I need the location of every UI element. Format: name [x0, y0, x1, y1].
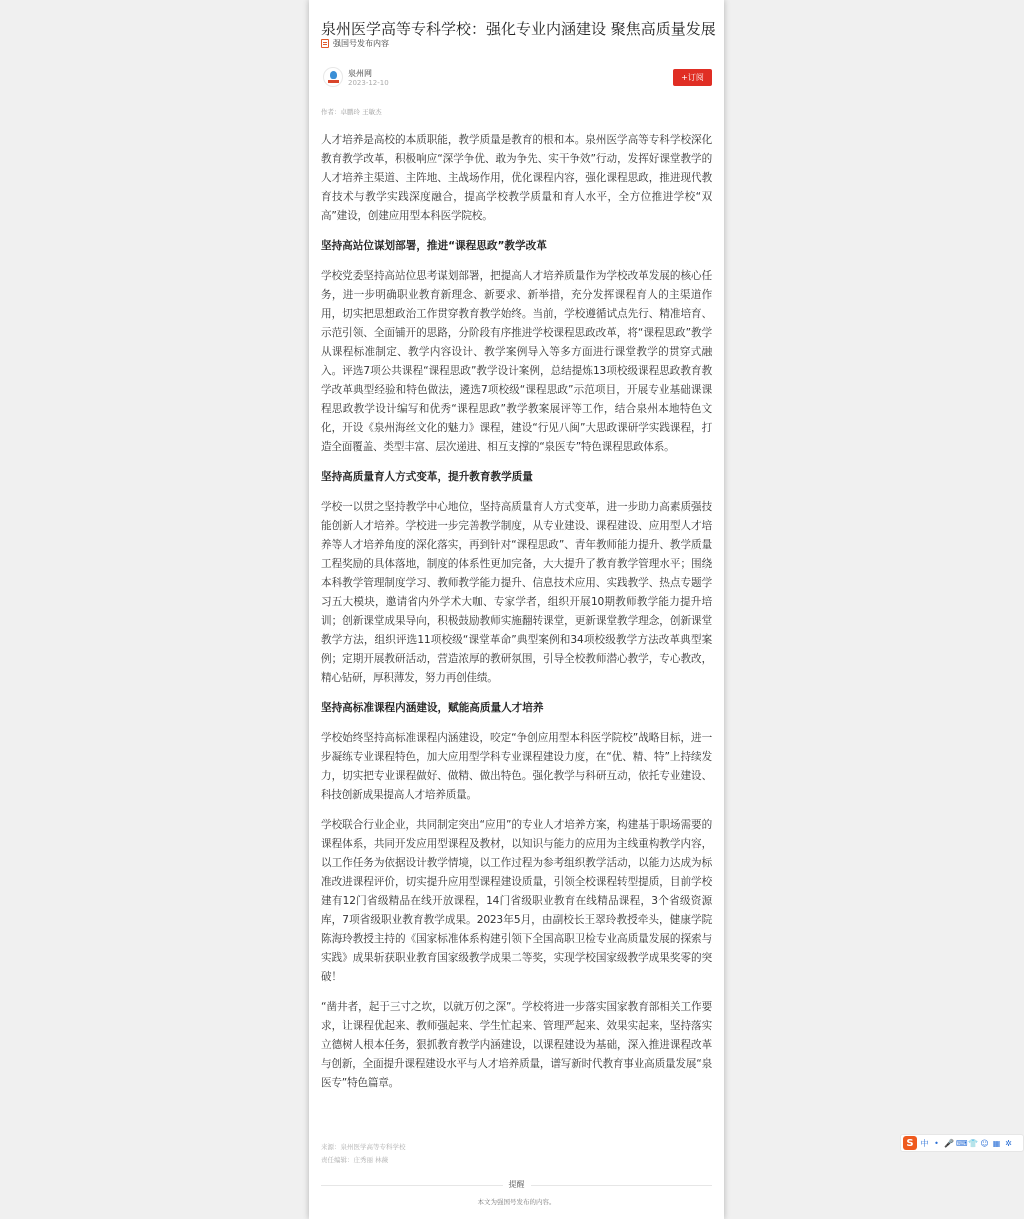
source-name[interactable]: 泉州网 [348, 69, 372, 78]
paragraph: “凿井者，起于三寸之坎，以就万仞之深”。学校将进一步落实国家教育部相关工作要求，让课程优起来、教师强起来、学生忙起来、管理严起来、效果实起来，坚持落实立德树人根本任务，狠抓教育教学内涵建设，以课程建设为基础，深入推进课程改革与创新，全面提升课程建设水平与人才培养质量，谱写新时代教育事业高质量发展“泉医专”特色篇章。 [321, 1001, 712, 1089]
punctuation-icon[interactable]: • [934, 1138, 939, 1148]
article-body [321, 131, 712, 1104]
keyboard-icon[interactable]: ⌨ [956, 1138, 968, 1148]
section-heading: 坚持高质量育人方式变革，提升教育教学质量 [321, 471, 533, 483]
section-heading: 坚持高标准课程内涵建设，赋能高质量人才培养 [321, 702, 544, 714]
paragraph: 学校党委坚持高站位思考谋划部署，把提高人才培养质量作为学校改革发展的核心任务，进一步明确职业教育新理念、新要求、新举措，充分发挥课程育人的主渠道作用，切实把思想政治工作贯穿教育教学始终。当前，学校遵循试点先行、精准培育、示范引领、全面铺开的思路，分阶段有序推进学校课程思政改革，将“课程思政”教学从课程标准制定、教学内容设计、教学案例导入等多方面进行课堂教学的贯穿式融入。评选7项公共课程“课程思政”教学设计案例，总结提炼13项校级课程思政教育教学改革典型经验和特色做法，遴选7项校级“课程思政”示范项目，开展专业基础课课程思政教学设计编写和优秀“课程思政”教学教案展评等工作，结合泉州本地特色文化，开设《泉州海丝文化的魅力》课程，建设“行见八闽”大思政课研学实践课程，打造全面覆盖、类型丰富、层次递进、相互支撑的“泉医专”特色课程思政体系。 [321, 270, 712, 453]
ime-toolbar[interactable] [900, 1134, 1024, 1152]
source-line: 来源：泉州医学高等专科学校 [321, 1143, 406, 1151]
settings-icon[interactable]: ✲ [1005, 1138, 1012, 1148]
document-icon [321, 39, 329, 48]
publish-tag-label: 强国号发布内容 [333, 38, 389, 48]
subscribe-button[interactable]: +订阅 [673, 69, 712, 86]
notice-text: 本文为强国号发布的内容。 [477, 1198, 556, 1206]
article-page [309, 0, 724, 1219]
source-header [321, 65, 712, 91]
paragraph: 学校联合行业企业，共同制定突出“应用”的专业人才培养方案，构建基于职场需要的课程体系，共同开发应用型课程及教材，以知识与能力的应用为主线重构教学内容，以工作任务为依据设计教学情境，以工作过程为参考组织教学活动，以能力达成为标准改进课程评价，切实提升应用型课程建设质量，引领全校课程转型提质，目前学校建有12门省级精品在线开放课程，14门省级职业教育在线精品课程，3个省级资源库，7项省级职业教育教学成果。2023年5月，由副校长王翠玲教授牵头，健康学院陈海玲教授主持的《国家标准体系构建引领下全国高职卫检专业高质量发展的探索与实践》成果斩获职业教育国家级教学成果二等奖，实现学校国家级教学成果奖零的突破！ [321, 819, 712, 983]
editor-line: 责任编辑：庄秀丽 林薇 [321, 1156, 389, 1164]
chinese-mode-icon[interactable]: 中 [920, 1138, 929, 1148]
section-heading: 坚持高站位谋划部署，推进“课程思政”教学改革 [321, 240, 547, 252]
author-byline: 作者：卓鹏玲 王敏杰 [321, 108, 382, 116]
microphone-icon[interactable]: 🎤 [944, 1138, 954, 1148]
publish-tag [321, 37, 389, 49]
publish-date: 2023-12-10 [348, 79, 389, 87]
toolbox-icon[interactable]: ▦ [992, 1138, 1001, 1148]
notice-title: 提醒 [503, 1179, 531, 1190]
paragraph: 学校一以贯之坚持教学中心地位，坚持高质量育人方式变革，进一步助力高素质强技能创新人才培养。学校进一步完善教学制度，从专业建设、课程建设、应用型人才培养等人才培养角度的深化落实，再到针对“课程思政”、青年教师能力提升、教学质量工程奖励的具体落地，制度的体系性更加完备，大大提升了教育教学管理水平；围绕本科教学管理制度学习、教师教学能力提升、信息技术应用、实践教学、热点专题学习五大模块，邀请省内外学术大咖、专家学者，组织开展10期教师教学能力提升培训；创新课堂成果导向，积极鼓励教师实施翻转课堂，更新课堂教学理念，创新课堂教学方法，组织评选11项校级“课堂革命”典型案例和34项校级教学方法改革典型案例；定期开展教研活动，营造浓厚的教研氛围，引导全校教师潜心教学，专心教改，精心钻研，厚积薄发，努力再创佳绩。 [321, 501, 712, 684]
article-title: 泉州医学高等专科学校：强化专业内涵建设 聚焦高质量发展 [321, 20, 716, 39]
avatar[interactable] [323, 67, 343, 87]
emoji-icon[interactable]: ☺ [980, 1138, 989, 1148]
skin-icon[interactable]: 👕 [968, 1138, 978, 1148]
paragraph: 人才培养是高校的本质职能，教学质量是教育的根和本。泉州医学高等专科学校深化教育教学改革，积极响应“深学争优、敢为争先、实干争效”行动，发挥好课堂教学的人才培养主渠道、主阵地、主战场作用，优化课程内容，强化课程思政，推进现代教育技术与教学实践深度融合，提高学校教学质量和育人水平，全方位推进学校“双高”建设，创建应用型本科医学院校。 [321, 134, 712, 222]
paragraph: 学校始终坚持高标准课程内涵建设，咬定“争创应用型本科医学院校”战略目标，进一步凝练专业课程特色，加大应用型学科专业课程建设力度，在“优、精、特”上持续发力，切实把专业课程做好、做精、做出特色。强化教学与科研互动，依托专业建设、科技创新成果提高人才培养质量。 [321, 732, 712, 801]
sogou-logo-icon[interactable]: S [903, 1136, 917, 1150]
